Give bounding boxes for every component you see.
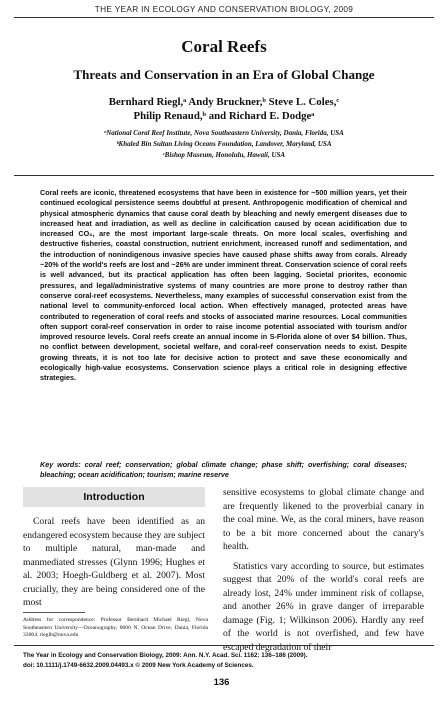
abstract: Coral reefs are iconic, threatened ecosystems that have been in existence for ~500 million years, yet their continued ecological persistence seems doubtful at present. Anthropogenic modification of chemical and physical atmospheric dynamics that cause coral death by bleaching and newly emergent diseases due to increased heat and irradiation, as well as decline in calcification caused by ocean acidification due to increased CO₂, are the most important large-scale threats. On more local scales, overfishing and destructive fisheries, coastal construction, nutrient enrichment, increased runoff and sedimentation, and the introduction of nonindigenous invasive species have caused phase shifts away from corals. Already ~20% of the world's reefs are lost and ~26% are under imminent threat. Conservation science of coral reefs is well advanced, but its practical application has often been lagging. Societal priorites, economic pressures, and legal/administrative systems of many countries are more prone to destroy rather than conserve coral-reef ecosystems. Nevertheless, many examples of successful conservation exist from the national level to community-enforced local action. When effectively managed, protected areas have contributed to regeneration of coral reefs and stocks of associated marine resources. Local communities often support coral-reef conservation in order to raise income potential associated with tourism and/or improved resource levels. Coral reefs create an annual income in S-Florida alone of over $4 billion. Thus, no conflict between development, societal welfare, and coral-reef conservation needs to exist. Despite growing threats, it is not too late for decisive action to protect and save these economically and ecologically high-value ecosystems. Conservation science plays a critical role in designing effective strategies.	[40, 188, 407, 383]
intro-right-paragraph-2: Statistics vary according to source, but estimates suggest that 20% of the world's coral reefs are already lost, 24% under imminent risk of collapse, and another 26% in grave danger of irreparable damage (Fig. 1; Wilkinson 2006). Hardly any reef of the world is not overfished, and few have escaped degradation of their	[223, 560, 424, 653]
affiliation: ᵇKhaled Bin Sultan Living Oceans Foundation, Landover, Maryland, USA	[116, 140, 332, 148]
page-number: 136	[213, 677, 230, 688]
citation-line-2: doi: 10.1111/j.1749-6632.2009.04493.x © 2009 New York Academy of Sciences.	[23, 661, 254, 669]
affiliation: ᵃNational Coral Reef Institute, Nova Southeastern University, Dania, Florida, USA	[104, 129, 344, 137]
affiliation: ᶜBishop Museum, Honolulu, Hawaii, USA	[162, 151, 286, 159]
citation-line-1: The Year in Ecology and Conservation Biology, 2009: Ann. N.Y. Acad. Sci. 1162: 136–186 (2009).	[23, 652, 308, 659]
author-list	[14, 95, 434, 123]
article-title: Coral Reefs	[181, 37, 267, 56]
footnote-rule	[23, 612, 85, 613]
keywords-label: Key words:	[40, 460, 81, 469]
keywords	[40, 460, 407, 481]
abstract-top-rule	[14, 175, 434, 176]
affiliations	[14, 128, 434, 161]
intro-right-column	[223, 486, 424, 654]
citation-rule	[14, 645, 434, 646]
running-head: THE YEAR IN ECOLOGY AND CONSERVATION BIOLOGY, 2009	[94, 4, 354, 14]
intro-right-paragraph-1: sensitive ecosystems to global climate change and are frequently likened to the proverbial canary in the coal mine. We, as the coral miners, have reason to be a bit more concerned about the canary's health.	[223, 487, 424, 552]
author-line-2: Philip Renaud,ᵇ and Richard E. Dodgeᵃ	[133, 110, 315, 122]
keywords-text: coral reef; conservation; global climate change; phase shift; overfishing; coral diseases; bleaching; ocean acidification; tourism; marine reserve	[40, 460, 408, 480]
journal-citation	[23, 651, 433, 670]
section-heading-introduction: Introduction	[23, 487, 205, 507]
intro-left-column: Coral reefs have been identified as an endangered ecosystem because they are subject to multiple natural, man-made and manmediated stresses (Glynn 1996; Hughes et al. 2003; Hoegh-Guldberg et al. 2007). Most crucially, they are being considered one of the most	[23, 516, 205, 608]
author-line-1: Bernhard Riegl,ᵃ Andy Bruckner,ᵇ Steve L. Coles,ᶜ	[108, 96, 340, 108]
header-rule	[14, 17, 434, 18]
correspondence-footnote: Address for correspondence: Professor Bernhard Michael Riegl, Nova Southeastern University—Oceanography, 8000 N. Ocean Drive, Dania, Florida 33004. rieglb@nova.edu	[23, 617, 208, 639]
article-subtitle: Threats and Conservation in an Era of Global Change	[73, 67, 375, 82]
